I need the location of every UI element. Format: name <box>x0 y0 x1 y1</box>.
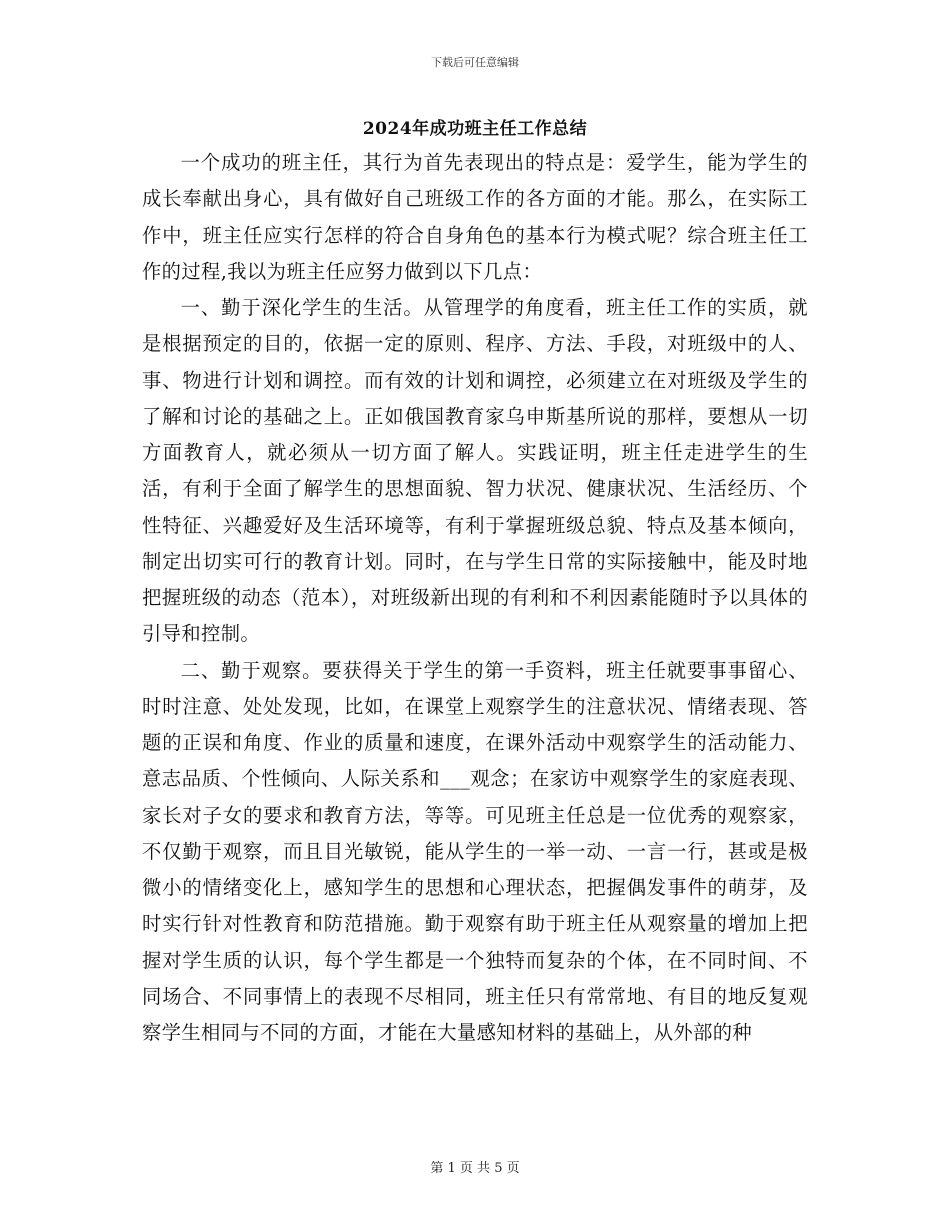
paragraph-intro: 一个成功的班主任，其行为首先表现出的特点是：爱学生，能为学生的成长奉献出身心，具有做好自己班级工作的各方面的才能。那么，在实际工作中，班主任应实行怎样的符合自身角色的基本行为模式呢？综合班主任工作的过程,我以为班主任应努力做到以下几点： <box>142 151 808 283</box>
paragraph-section-1: 一、勤于深化学生的生活。从管理学的角度看，班主任工作的实质，就是根据预定的目的，依据一定的原则、程序、方法、手段，对班级中的人、事、物进行计划和调控。而有效的计划和调控，必须建立在对班级及学生的了解和讨论的基础之上。正如俄国教育家乌申斯基所说的那样，要想从一切方面教育人，就必须从一切方面了解人。实践证明，班主任走进学生的生活，有利于全面了解学生的思想面貌、智力状况、健康状况、生活经历、个性特征、兴趣爱好及生活环境等，有利于掌握班级总貌、特点及基本倾向，制定出切实可行的教育计划。同时，在与学生日常的实际接触中，能及时地把握班级的动态（范本），对班级新出现的有利和不利因素能随时予以具体的引导和控制。 <box>142 296 808 646</box>
page-number-footer: 第 1 页 共 5 页 <box>430 1161 520 1176</box>
document-body <box>142 145 808 1051</box>
page-header-note: 下载后可任意编辑 <box>431 56 519 69</box>
document-title: 2024年成功班主任工作总结 <box>362 119 588 139</box>
paragraph-section-2: 二、勤于观察。要获得关于学生的第一手资料，班主任就要事事留心、时时注意、处处发现，比如，在课堂上观察学生的注意状况、情绪表现、答题的正误和角度、作业的质量和速度，在课外活动中观察学生的活动能力、意志品质、个性倾向、人际关系和___观念；在家访中观察学生的家庭表现、家长对子女的要求和教育方法，等等。可见班主任总是一位优秀的观察家，不仅勤于观察，而且目光敏锐，能从学生的一举一动、一言一行，甚或是极微小的情绪变化上，感知学生的思想和心理状态，把握偶发事件的萌芽，及时实行针对性教育和防范措施。勤于观察有助于班主任从观察量的增加上把握对学生质的认识，每个学生都是一个独特而复杂的个体，在不同时间、不同场合、不同事情上的表现不尽相同，班主任只有常常地、有目的地反复观察学生相同与不同的方面，才能在大量感知材料的基础上，从外部的种 <box>142 658 808 1044</box>
